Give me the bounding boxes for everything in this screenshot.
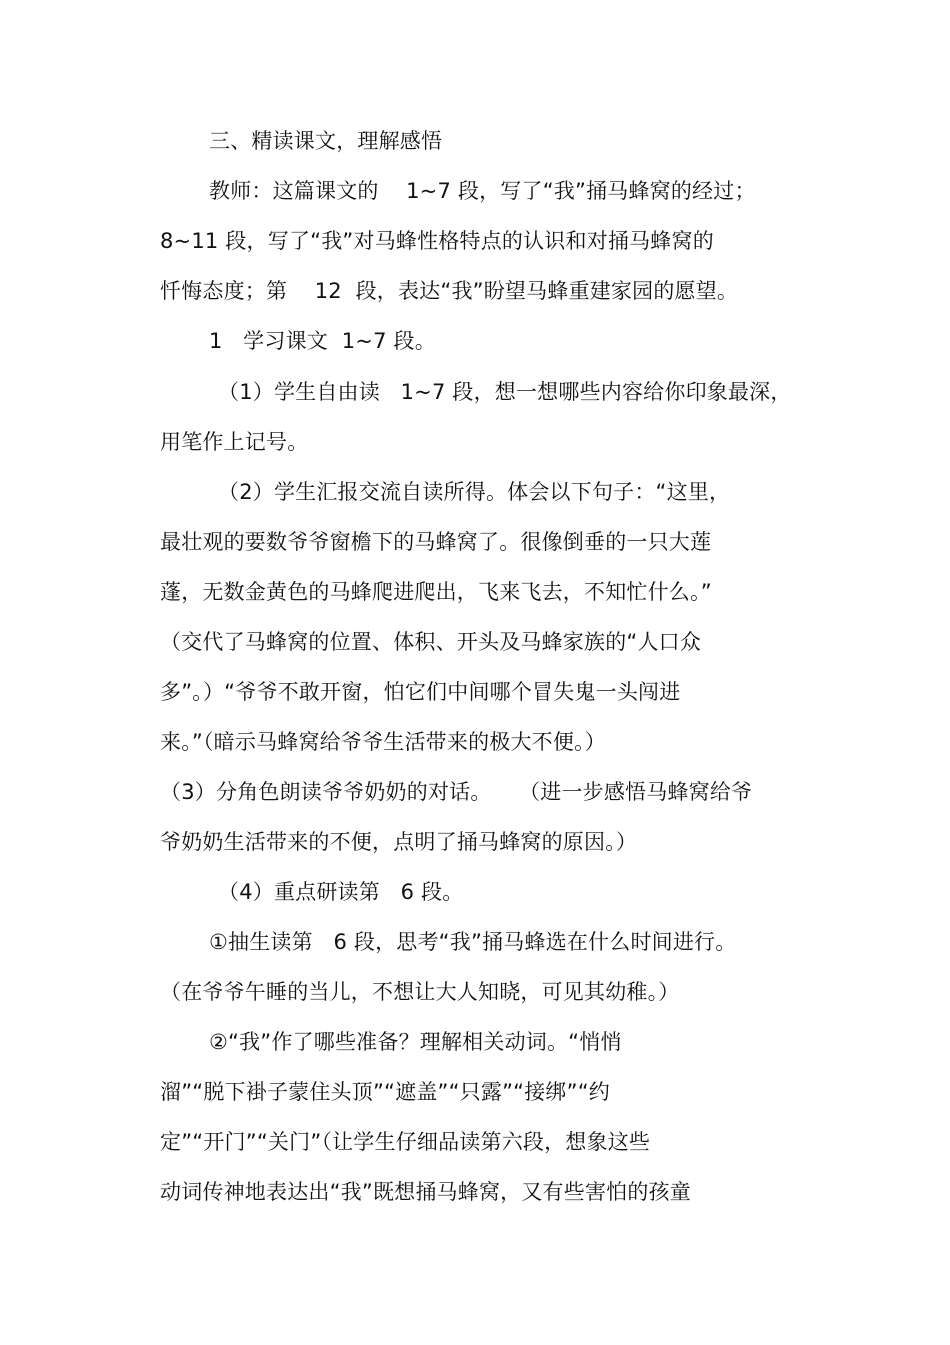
paragraph-line: 用笔作上记号。 xyxy=(160,430,309,454)
paragraph-line: 最壮观的要数爷爷窗檐下的马蜂窝了。很像倒垂的一只大莲 xyxy=(160,530,712,554)
paragraph-line: （1）学生自由读 1~7 段，想一想哪些内容给你印象最深， xyxy=(218,380,792,404)
paragraph-line: （3）分角色朗读爷爷奶奶的对话。 （进一步感悟马蜂窝给爷 xyxy=(160,780,753,804)
paragraph-line: 忏悔态度；第 12 段，表达“我”盼望马蜂重建家园的愿望。 xyxy=(160,279,739,303)
paragraph-line: 教师：这篇课文的 1~7 段，写了“我”捅马蜂窝的经过； xyxy=(209,179,756,203)
subsection-heading: 1 学习课文 1~7 段。 xyxy=(209,329,436,353)
paragraph-line: （2）学生汇报交流自读所得。体会以下句子：“这里， xyxy=(218,480,731,504)
section-heading: 三、精读课文，理解感悟 xyxy=(209,129,443,153)
paragraph-line: （在爷爷午睡的当儿，不想让大人知晓，可见其幼稚。） xyxy=(160,980,680,1004)
paragraph-line: 爷奶奶生活带来的不便，点明了捅马蜂窝的原因。） xyxy=(160,830,638,854)
paragraph-line: 定”“开门”“关门”（让学生仔细品读第六段，想象这些 xyxy=(160,1130,651,1154)
paragraph-line: ②“我”作了哪些准备？理解相关动词。“悄悄 xyxy=(209,1030,622,1054)
paragraph-line: 多”。）“爷爷不敢开窗，怕它们中间哪个冒失鬼一头闯进 xyxy=(160,680,681,704)
paragraph-line: 蓬，无数金黄色的马蜂爬进爬出，飞来飞去，不知忙什么。” xyxy=(160,580,712,604)
paragraph-line: 8~11 段，写了“我”对马蜂性格特点的认识和对捅马蜂窝的 xyxy=(160,229,714,253)
paragraph-line: （4）重点研读第 6 段。 xyxy=(218,880,464,904)
paragraph-line: 来。”（暗示马蜂窝给爷爷生活带来的极大不便。） xyxy=(160,730,606,754)
paragraph-line: ①抽生读第 6 段，思考“我”捅马蜂选在什么时间进行。 xyxy=(209,930,737,954)
paragraph-line: （交代了马蜂窝的位置、体积、开头及马蜂家族的“人口众 xyxy=(160,630,702,654)
paragraph-line: 动词传神地表达出“我”既想捅马蜂窝，又有些害怕的孩童 xyxy=(160,1180,691,1204)
paragraph-line: 溜”“脱下褂子蒙住头顶”“遮盖”“只露”“接绑”“约 xyxy=(160,1080,610,1104)
